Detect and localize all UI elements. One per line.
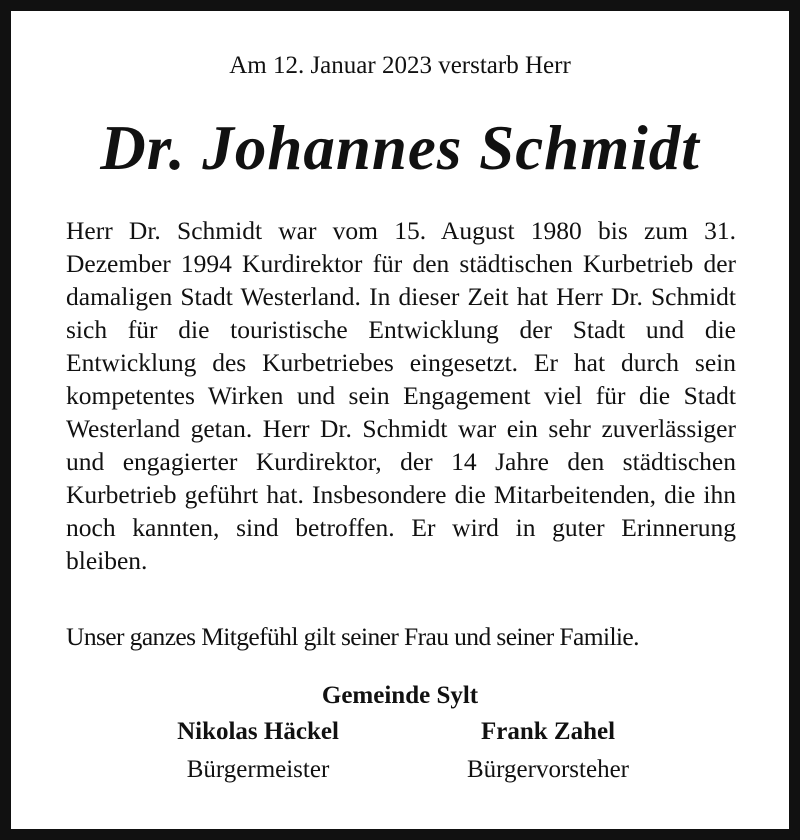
obituary-body: Herr Dr. Schmidt war vom 15. August 1980 bis zum 31. Dezember 1994 Kurdirektor für den städtischen Kurbetrieb der damaligen Stadt Westerland. In dieser Zeit hat Herr Dr. Schmidt sich für die touristische Entwicklung der Stadt und die Entwicklung des Kurbetriebes eingesetzt. Er hat durch sein kompetentes Wirken und sein Engagement viel für die Stadt Westerland getan. Herr Dr. Schmidt war ein sehr zuverlässiger und engagierter Kurdirektor, der 14 Jahre den städtischen Kurbetrieb geführt hat. Insbesondere die Mitarbeitenden, die ihn noch kannten, sind betroffen. Er wird in guter Erinnerung bleiben. — [66, 216, 736, 575]
deceased-name: Dr. Johannes Schmidt — [100, 113, 700, 183]
condolence-line: Unser ganzes Mitgefühl gilt seiner Frau und seiner Familie. — [66, 622, 639, 651]
organization-name: Gemeinde Sylt — [321, 682, 479, 709]
signatory-right — [398, 716, 698, 786]
signatory-role: Bürgervorsteher — [467, 756, 629, 783]
signatory-name: Nikolas Häckel — [177, 718, 339, 745]
intro-line: Am 12. Januar 2023 verstarb Herr — [229, 52, 571, 79]
signatory-name: Frank Zahel — [480, 718, 616, 745]
signatory-role: Bürgermeister — [186, 756, 330, 783]
signatory-left — [108, 716, 408, 786]
